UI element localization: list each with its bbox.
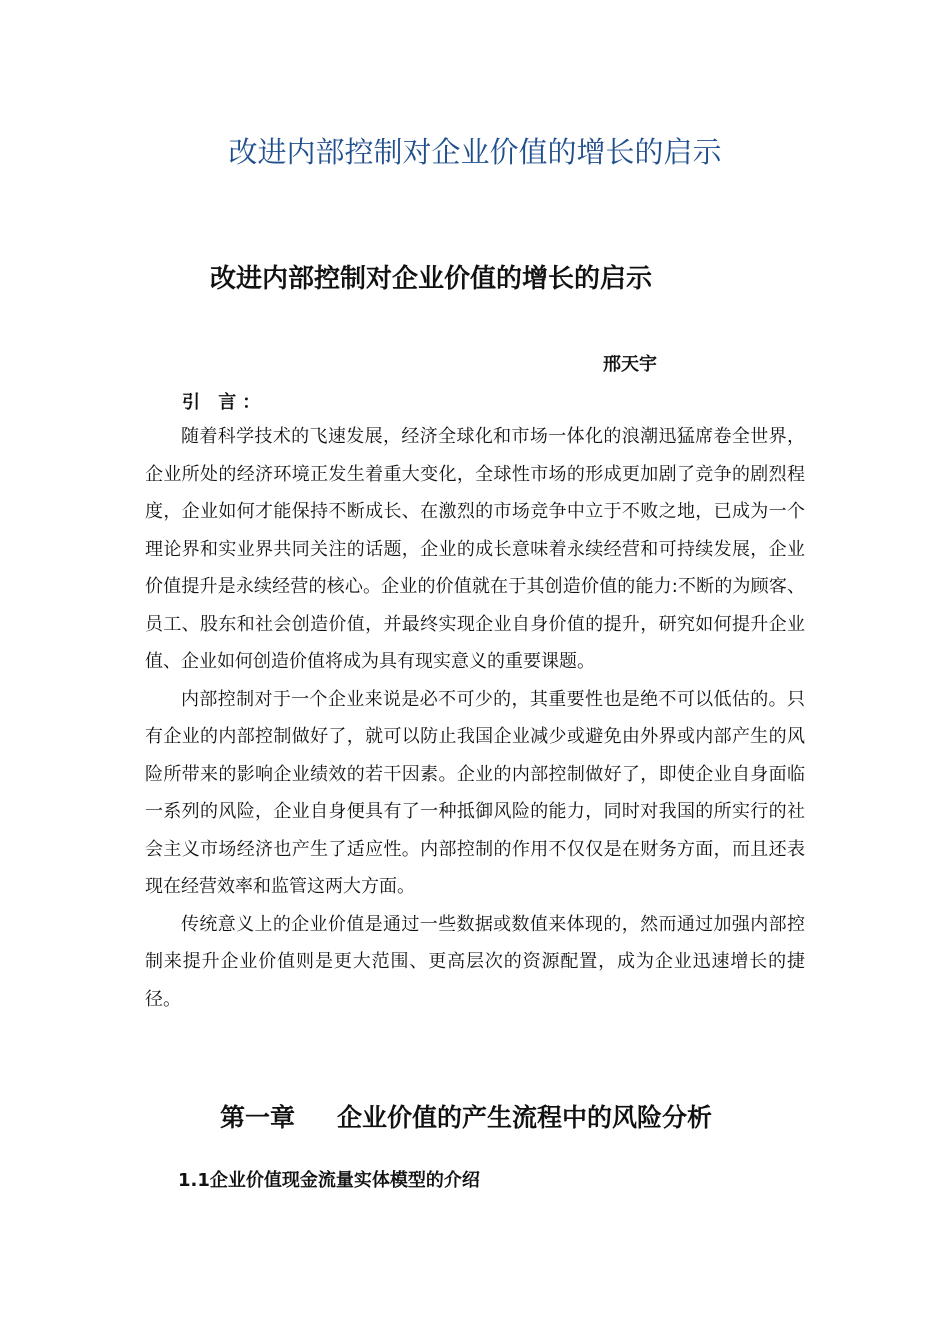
document-header-title: 改进内部控制对企业价值的增长的启示 — [228, 135, 722, 169]
chapter-heading — [220, 1098, 712, 1134]
author-name: 邢天宇 — [603, 354, 657, 375]
chapter-number: 第一章 — [220, 1103, 296, 1132]
paragraph-3: 传统意义上的企业价值是通过一些数据或数值来体现的，然而通过加强内部控制来提升企业价值则是更大范围、更高层次的资源配置，成为企业迅速增长的捷径。 — [145, 913, 805, 1010]
chapter-title: 企业价值的产生流程中的风险分析 — [337, 1103, 713, 1132]
paragraph-1: 随着科学技术的飞速发展，经济全球化和市场一体化的浪潮迅猛席卷全世界，企业所处的经济环境正发生着重大变化，全球性市场的形成更加剧了竞争的剧烈程度，企业如何才能保持不断成长、在激烈的市场竞争中立于不败之地，已成为一个理论界和实业界共同关注的话题，企业的成长意味着永续经营和可持续发展，企业价值提升是永续经营的核心。企业的价值就在于其创造价值的能力:不断的为顾客、员工、股东和社会创造价值，并最终实现企业自身价值的提升，研究如何提升企业值、企业如何创造价值将成为具有现实意义的重要课题。 — [145, 426, 805, 672]
body-text — [145, 418, 805, 1018]
section-heading: 1.1企业价值现金流量实体模型的介绍 — [178, 1170, 480, 1191]
main-title: 改进内部控制对企业价值的增长的启示 — [210, 264, 653, 294]
intro-label: 引 言： — [182, 392, 267, 413]
paragraph-2: 内部控制对于一个企业来说是必不可少的，其重要性也是绝不可以低估的。只有企业的内部控制做好了，就可以防止我国企业减少或避免由外界或内部产生的风险所带来的影响企业绩效的若干因素。企业的内部控制做好了，即使企业自身面临一系列的风险，企业自身便具有了一种抵御风险的能力，同时对我国的所实行的社会主义市场经济也产生了适应性。内部控制的作用不仅仅是在财务方面，而且还表现在经营效率和监管这两大方面。 — [145, 688, 805, 897]
